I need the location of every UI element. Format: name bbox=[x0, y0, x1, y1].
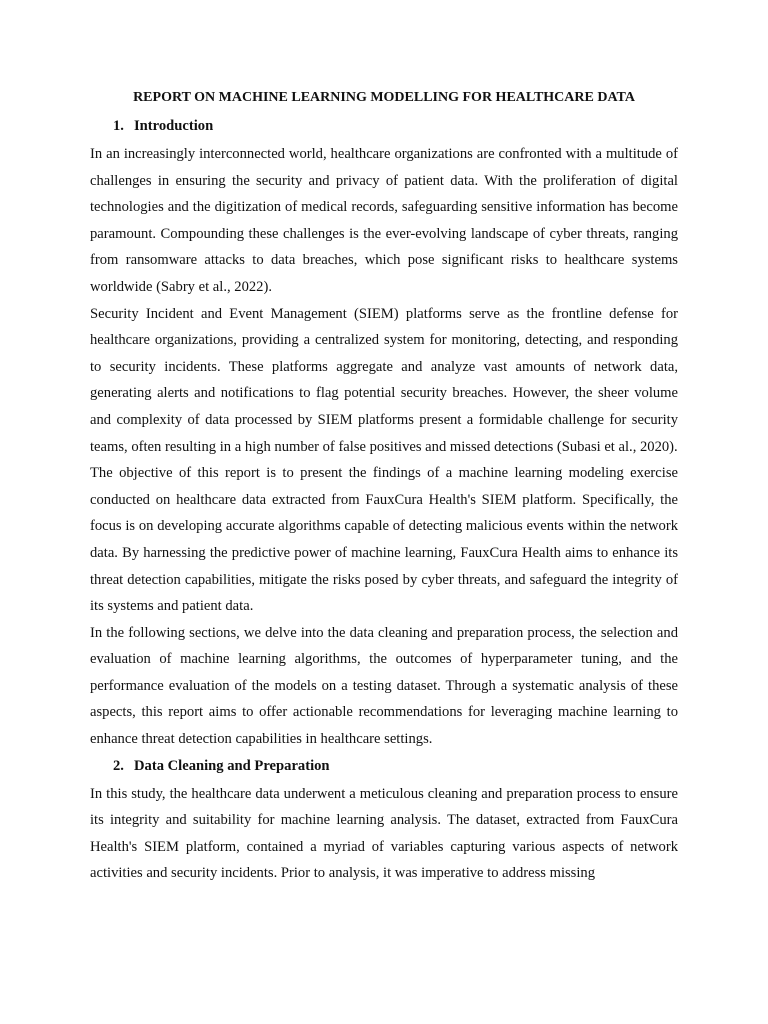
paragraph: In the following sections, we delve into the data cleaning and preparation process, the selection and evaluation of machine learning algorithms, the outcomes of hyperparameter tuning, and the performance evaluation of the models on a testing dataset. Through a systematic analysis of these aspects, this report aims to offer actionable recommendations for leveraging machine learning to enhance threat detection capabilities in healthcare settings. bbox=[90, 624, 678, 748]
section-heading-data-cleaning bbox=[90, 756, 678, 776]
paragraph: The objective of this report is to present the findings of a machine learning modeling exercise conducted on healthcare data extracted from FauxCura Health's SIEM platform. Specifically, the focus is on developing accurate algorithms capable of detecting malicious events within the network data. By harnessing the predictive power of machine learning, FauxCura Health aims to enhance its threat detection capabilities, mitigate the risks posed by cyber threats, and safeguard the integrity of its systems and patient data. bbox=[90, 465, 678, 615]
paragraph: In this study, the healthcare data underwent a meticulous cleaning and preparation process to ensure its integrity and suitability for machine learning analysis. The dataset, extracted from FauxCura Health's SIEM platform, contained a myriad of variables capturing various aspects of network activities and security incidents. Prior to analysis, it was imperative to address missing bbox=[90, 785, 678, 882]
document-page bbox=[90, 88, 678, 887]
paragraph: In an increasingly interconnected world, healthcare organizations are confronted with a multitude of challenges in ensuring the security and privacy of patient data. With the proliferation of digital technologies and the digitization of medical records, safeguarding sensitive information has become paramount. Compounding these challenges is the ever-evolving landscape of cyber threats, ranging from ransomware attacks to data breaches, which pose significant risks to healthcare systems worldwide (Sabry et al., 2022). bbox=[90, 146, 678, 295]
section-heading-introduction bbox=[90, 116, 678, 136]
report-title: REPORT ON MACHINE LEARNING MODELLING FOR HEALTHCARE DATA bbox=[133, 90, 635, 105]
section-title: Introduction bbox=[134, 118, 214, 134]
section-number: 2. bbox=[113, 757, 124, 774]
paragraph: Security Incident and Event Management (SIEM) platforms serve as the frontline defense for healthcare organizations, providing a centralized system for monitoring, detecting, and responding to security incidents. These platforms aggregate and analyze vast amounts of network data, generating alerts and notifications to flag potential security breaches. However, the sheer volume and complexity of data processed by SIEM platforms present a formidable challenge for security teams, often resulting in a high number of false positives and missed detections (Subasi et al., 2020). bbox=[90, 305, 678, 455]
section-title: Data Cleaning and Preparation bbox=[134, 757, 330, 774]
section-number: 1. bbox=[113, 118, 124, 134]
